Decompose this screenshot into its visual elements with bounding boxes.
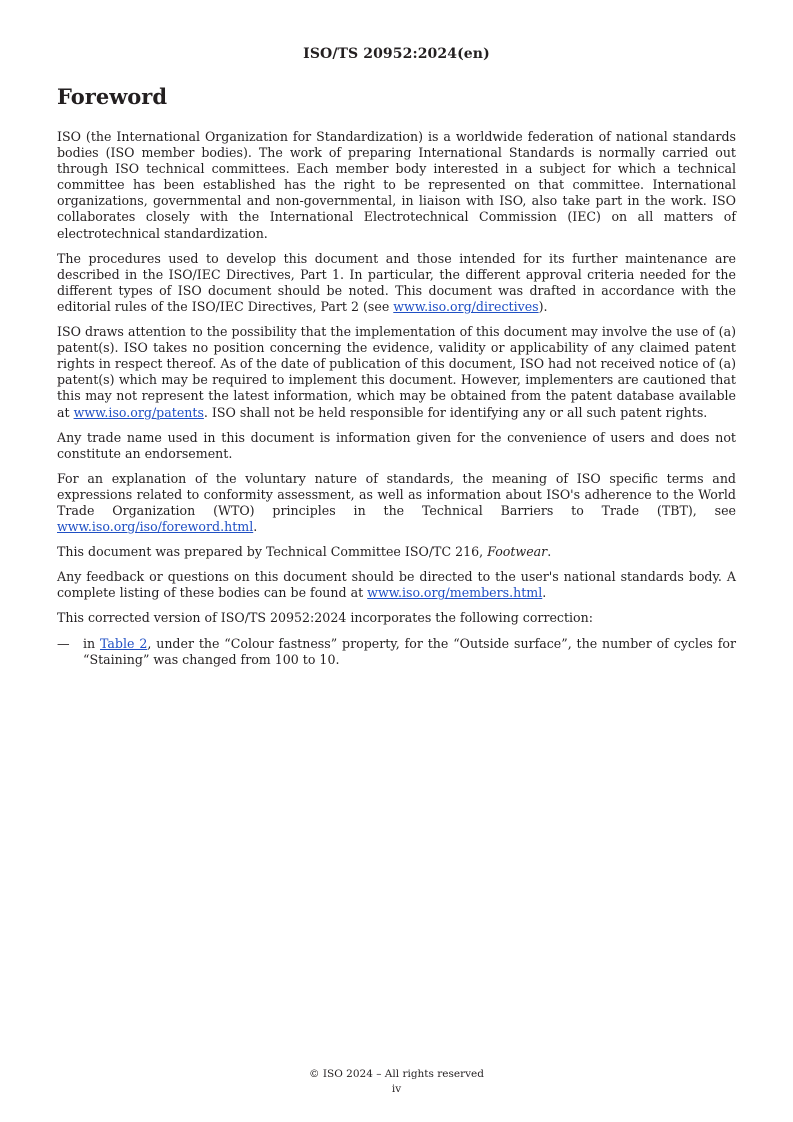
paragraph-trade-name: Any trade name used in this document is information given for the convenience of users and does not constitute an endorsement. xyxy=(57,429,736,461)
foreword-body xyxy=(57,129,736,668)
document-id-header: ISO/TS 20952:2024(en) xyxy=(303,46,490,62)
paragraph-text-end: . ISO shall not be held responsible for identifying any or all such patent rights. xyxy=(203,404,708,420)
paragraph-procedures xyxy=(57,251,736,315)
page-number: iv xyxy=(391,1083,402,1095)
paragraph-text-end: . xyxy=(547,544,552,560)
paragraph-text: ISO draws attention to the possibility that the implementation of this document may involve the use of (a) patent(s). ISO takes no position concerning the evidence, validity or applicability of any claimed patent rights in respect thereof. As of the date of publication of this document, ISO had not received notice of (a) patent(s) which may be required to implement this document. However, implementers are cautioned that this may not represent the latest information, which may be obtained from the patent database available at xyxy=(57,324,736,420)
paragraph-text-end: ). xyxy=(538,298,548,314)
paragraph-feedback xyxy=(57,569,736,601)
page-footer xyxy=(0,1067,793,1097)
page-title: Foreword xyxy=(57,84,168,109)
correction-rest: , under the “Colour fastness” property, for the “Outside surface”, the number of cycles for “Staining” was changed from 100 to 10. xyxy=(83,635,736,667)
list-dash: — xyxy=(57,635,70,651)
paragraph-text-end: . xyxy=(253,519,258,535)
committee-name: Footwear xyxy=(487,544,548,560)
paragraph-text: For an explanation of the voluntary nature of standards, the meaning of ISO specific terms and expressions related to conformity assessment, as well as information about ISO's adherence to the World Trade Organization (WTO) principles in the Technical Barriers to Trade (TBT), see xyxy=(57,470,736,518)
paragraph-text: This document was prepared by Technical Committee ISO/TC 216, xyxy=(57,544,488,560)
paragraph-patents xyxy=(57,324,736,421)
paragraph-iso-intro: ISO (the International Organization for Standardization) is a worldwide federation of national standards bodies (ISO member bodies). The work of preparing International Standards is normally carried out through ISO technical committees. Each member body interested in a subject for which a technical committee has been established has the right to be represented on that committee. International organizations, governmental and non-governmental, in liaison with ISO, also take part in the work. ISO collaborates closely with the International Electrotechnical Commission (IEC) on all matters of electrotechnical standardization. xyxy=(57,129,736,241)
copyright-notice: © ISO 2024 – All rights reserved xyxy=(309,1068,484,1080)
paragraph-text-end: . xyxy=(542,585,547,601)
directives-link[interactable]: www.iso.org/directives xyxy=(393,298,539,314)
paragraph-committee xyxy=(57,544,736,560)
correction-text xyxy=(83,636,736,668)
foreword-link[interactable]: www.iso.org/iso/foreword.html xyxy=(57,519,254,535)
correction-list-item xyxy=(57,636,736,668)
paragraph-corrected-version: This corrected version of ISO/TS 20952:2024 incorporates the following correction: xyxy=(57,610,593,626)
paragraph-text: The procedures used to develop this document and those intended for its further maintenance are described in the ISO/IEC Directives, Part 1. In particular, the different approval criteria needed for the different types of ISO document should be noted. This document was drafted in accordance with the editorial rules of the ISO/IEC Directives, Part 2 (see xyxy=(57,250,736,314)
patents-link[interactable]: www.iso.org/patents xyxy=(73,404,204,420)
paragraph-text: Any feedback or questions on this document should be directed to the user's national standards body. A complete listing of these bodies can be found at xyxy=(57,569,736,601)
paragraph-voluntary-nature xyxy=(57,471,736,535)
members-link[interactable]: www.iso.org/members.html xyxy=(367,585,543,601)
correction-prefix: in xyxy=(83,635,100,651)
table-2-link[interactable]: Table 2 xyxy=(100,635,148,651)
